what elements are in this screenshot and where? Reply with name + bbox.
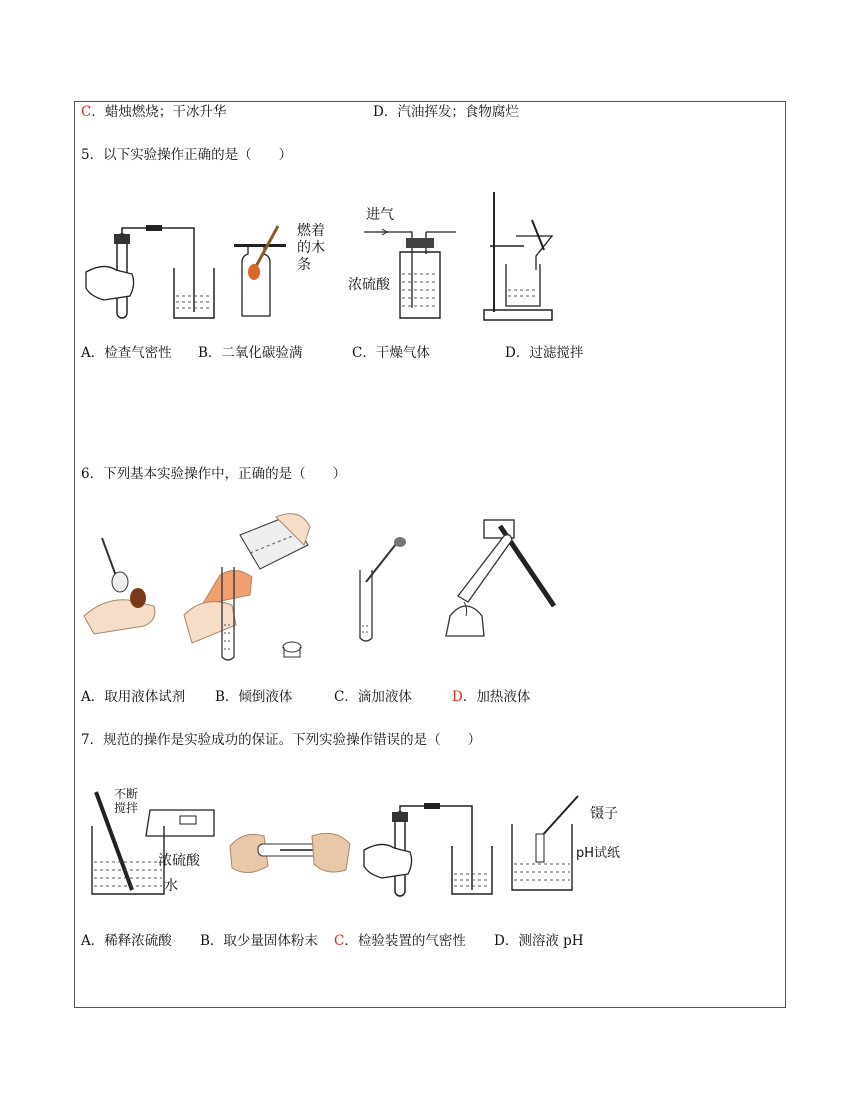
- q6-figure-c-drip-liquid: [352, 536, 412, 646]
- q6-option-a: A．取用液体试剂: [81, 689, 186, 705]
- q7-figure-a-dilute-acid: [84, 786, 224, 896]
- q5-label-gas-in: 进气: [366, 207, 394, 223]
- q7-label-conc-acid: 浓硫酸: [158, 853, 200, 869]
- q6-option-d-text: ．加热液体: [462, 689, 531, 705]
- q7-label-water: 水: [164, 878, 178, 894]
- q7-option-c: [334, 932, 466, 950]
- q7-label-stir: [114, 787, 138, 815]
- q6-option-d-letter: D: [452, 689, 463, 705]
- q6-option-c: C．滴加液体: [334, 689, 412, 705]
- q7-label-stir-2: 搅拌: [114, 801, 139, 815]
- q5-option-c: C．干燥气体: [352, 345, 430, 361]
- q7-label-tweezers: 镊子: [590, 806, 618, 822]
- q5-figure-d-filtration: [484, 190, 564, 322]
- q7-label-ph-paper: pH试纸: [576, 846, 621, 861]
- q6-figure-b-pour-liquid: [180, 505, 330, 665]
- q5-label-burning-stick-3: 条: [297, 257, 311, 273]
- q7-figure-b-solid-powder: [228, 826, 352, 880]
- q6-figure-a-take-liquid: [84, 536, 174, 636]
- q7-stem: 7．规范的操作是实验成功的保证。下列实验操作错误的是（ ）: [81, 732, 482, 748]
- q5-figure-b-co2-test: [230, 222, 350, 322]
- q5-label-burning-stick: [297, 223, 325, 274]
- q7-label-stir-1: 不断: [114, 787, 139, 801]
- q6-option-b: B．倾倒液体: [215, 689, 293, 705]
- q6-option-d: [452, 688, 530, 706]
- q5-option-b: B．二氧化碳验满: [198, 345, 303, 361]
- q5-option-d: D．过滤搅拌: [505, 345, 584, 361]
- q5-option-a: A．检查气密性: [81, 345, 172, 361]
- q5-label-conc-acid: 浓硫酸: [348, 277, 390, 293]
- q4-option-c-text: ．蜡烛燃烧；干冰升华: [91, 104, 227, 120]
- q5-stem: 5．以下实验操作正确的是（ ）: [81, 147, 293, 163]
- q7-option-c-text: ．检验装置的气密性: [344, 933, 466, 949]
- q7-option-a: A．稀释浓硫酸: [81, 933, 172, 949]
- q5-figure-c-gas-bottle: [364, 224, 464, 324]
- q4-option-c: [81, 103, 226, 121]
- q7-option-c-letter: C: [334, 933, 345, 949]
- q7-option-b: B．取少量固体粉末: [200, 933, 318, 949]
- q5-label-burning-stick-1: 燃着: [297, 223, 325, 239]
- q7-option-d: D．测溶液 pH: [494, 933, 584, 949]
- q6-stem: 6．下列基本实验操作中，正确的是（ ）: [81, 466, 347, 482]
- q7-figure-c-airtightness: [362, 800, 502, 900]
- q5-label-burning-stick-2: 的木: [297, 240, 325, 256]
- q4-option-c-letter: C: [81, 104, 92, 120]
- q7-figure-d-ph-test: [508, 794, 588, 894]
- q6-figure-d-heat-liquid: [444, 516, 558, 648]
- q5-figure-a-airtightness: [84, 222, 224, 322]
- q4-option-d: D．汽油挥发；食物腐烂: [373, 104, 519, 120]
